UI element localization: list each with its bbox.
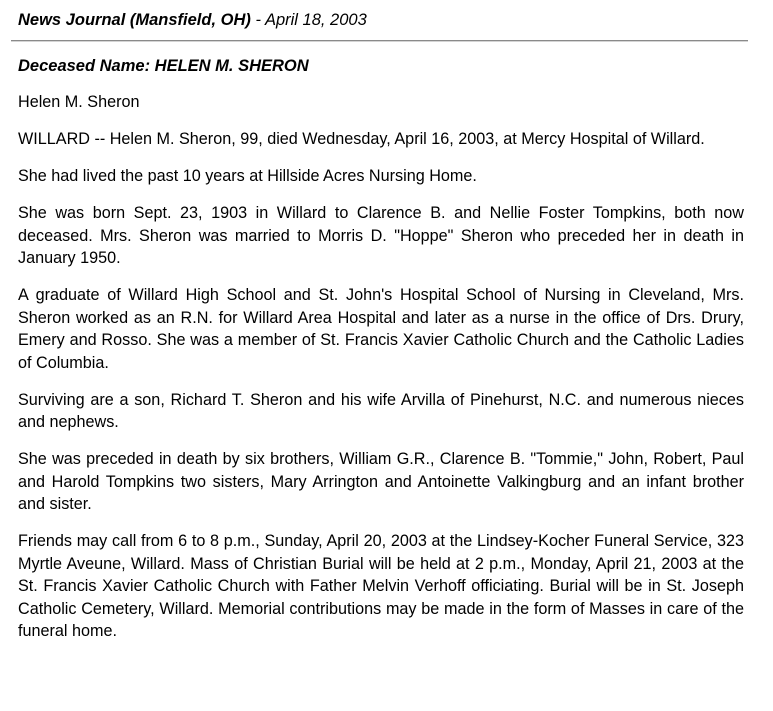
obituary-paragraph: A graduate of Willard High School and St. John's Hospital School of Nursing in Cleveland, Mrs. Sheron worked as an R.N. for Willard Area Hospital and later as a nurse in the office of Drs. Drury, Emery and Rosso. She was a member of St. Francis Xavier Catholic Church and the Catholic Ladies of Columbia.: [18, 286, 744, 372]
deceased-name-heading: Deceased Name: HELEN M. SHERON: [18, 57, 309, 75]
obituary-body: [18, 91, 744, 643]
publication-header: [18, 9, 773, 31]
obituary-paragraph: She had lived the past 10 years at Hillside Acres Nursing Home.: [18, 167, 477, 185]
header-divider: [11, 40, 748, 42]
obituary-paragraph: WILLARD -- Helen M. Sheron, 99, died Wednesday, April 16, 2003, at Mercy Hospital of Willard.: [18, 130, 705, 148]
obituary-name-line: Helen M. Sheron: [18, 93, 140, 111]
obituary-paragraph: She was born Sept. 23, 1903 in Willard to Clarence B. and Nellie Foster Tompkins, both now deceased. Mrs. Sheron was married to Morris D. "Hoppe" Sheron who preceded her in death in January 1950.: [18, 204, 744, 267]
obituary-paragraph: Friends may call from 6 to 8 p.m., Sunday, April 20, 2003 at the Lindsey-Kocher Funeral Service, 323 Myrtle Aveune, Willard. Mass of Christian Burial will be held at 2 p.m., Monday, April 21, 2003 at the St. Francis Xavier Catholic Church with Father Melvin Verhoff officiating. Burial will be in St. Joseph Catholic Cemetery, Willard. Memorial contributions may be made in the form of Masses in care of the funeral home.: [18, 532, 744, 640]
obituary-paragraph: She was preceded in death by six brothers, William G.R., Clarence B. "Tommie," John, Robert, Paul and Harold Tompkins two sisters, Mary Arrington and Antoinette Valkingburg and an infant brother and sister.: [18, 450, 744, 513]
publication-date: April 18, 2003: [264, 11, 367, 29]
header-separator: -: [250, 11, 265, 29]
publication-name: News Journal (Mansfield, OH): [18, 11, 251, 29]
obituary-paragraph: Surviving are a son, Richard T. Sheron and his wife Arvilla of Pinehurst, N.C. and numerous nieces and nephews.: [18, 390, 744, 431]
